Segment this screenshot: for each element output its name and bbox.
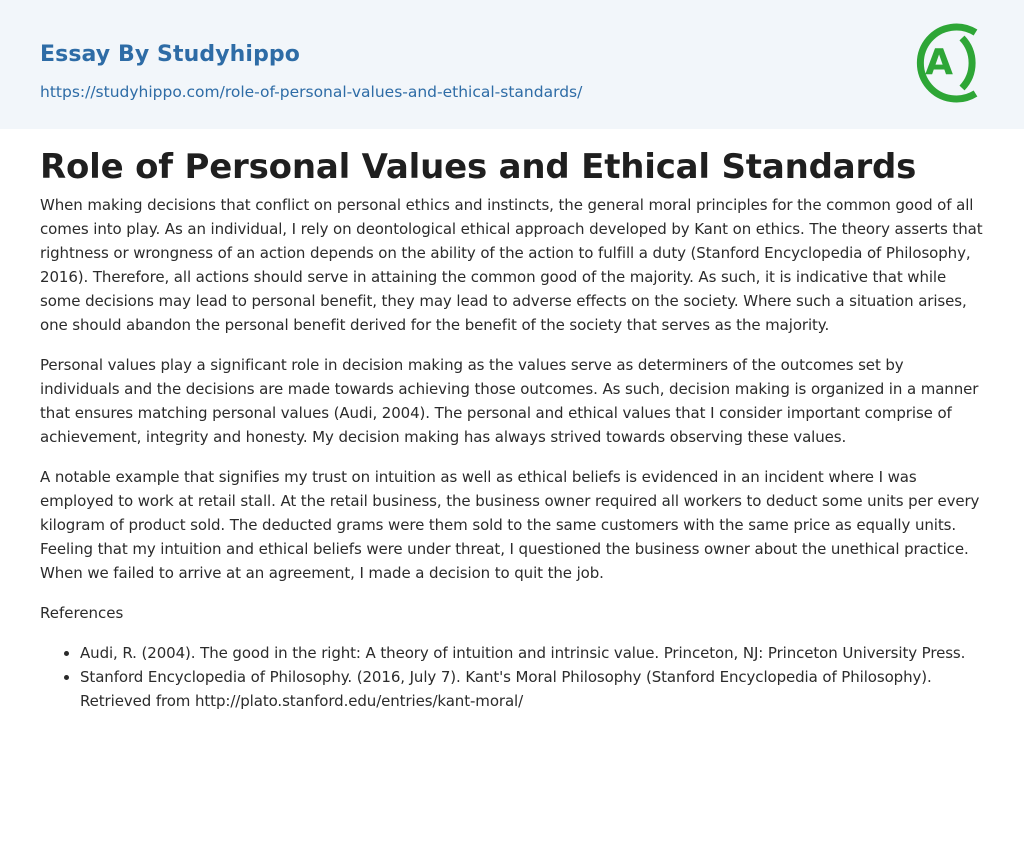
site-header: [0, 0, 1024, 129]
references-list: [40, 641, 984, 713]
brand-title[interactable]: Essay By Studyhippo: [40, 42, 300, 67]
logo-letter: A: [925, 42, 953, 83]
reference-item: • Audi, R. (2004). The good in the right: A theory of intuition and intrinsic value. Princeton, NJ: Princeton University Press.: [80, 641, 984, 665]
references-heading: References: [40, 604, 124, 622]
essay-url-link[interactable]: https://studyhippo.com/role-of-personal-values-and-ethical-standards/: [40, 83, 583, 101]
essay-paragraph: A notable example that signifies my trust on intuition as well as ethical beliefs is evidenced in an incident where I was employed to work at retail stall. At the retail business, the business owner required all workers to deduct some units per every kilogram of product sold. The deducted grams were them sold to the same customers with the same price as equally units. Feeling that my intuition and ethical beliefs were under threat, I questioned the business owner about the unethical practice. When we failed to arrive at an agreement, I made a decision to quit the job.: [40, 468, 980, 582]
studyhippo-logo-icon[interactable]: [914, 18, 986, 108]
essay-paragraph: Personal values play a significant role in decision making as the values serve as determiners of the outcomes set by individuals and the decisions are made towards achieving those outcomes. As such, decision making is organized in a manner that ensures matching personal values (Audi, 2004). The personal and ethical values that I consider important comprise of achievement, integrity and honesty. My decision making has always strived towards observing these values.: [40, 356, 979, 446]
reference-item: • Stanford Encyclopedia of Philosophy. (2016, July 7). Kant's Moral Philosophy (Stanford Encyclopedia of Philosophy). Retrieved from http://plato.stanford.edu/entries/kant-moral/: [80, 665, 984, 713]
essay-paragraph: When making decisions that conflict on personal ethics and instincts, the general moral principles for the common good of all comes into play. As an individual, I rely on deontological ethical approach developed by Kant on ethics. The theory asserts that rightness or wrongness of an action depends on the ability of the action to fulfill a duty (Stanford Encyclopedia of Philosophy, 2016). Therefore, all actions should serve in attaining the common good of the majority. As such, it is indicative that while some decisions may lead to personal benefit, they may lead to adverse effects on the society. Where such a situation arises, one should abandon the personal benefit derived for the benefit of the society that serves as the majority.: [40, 196, 983, 334]
essay-content: [0, 129, 1024, 713]
essay-title: Role of Personal Values and Ethical Standards: [40, 147, 917, 187]
